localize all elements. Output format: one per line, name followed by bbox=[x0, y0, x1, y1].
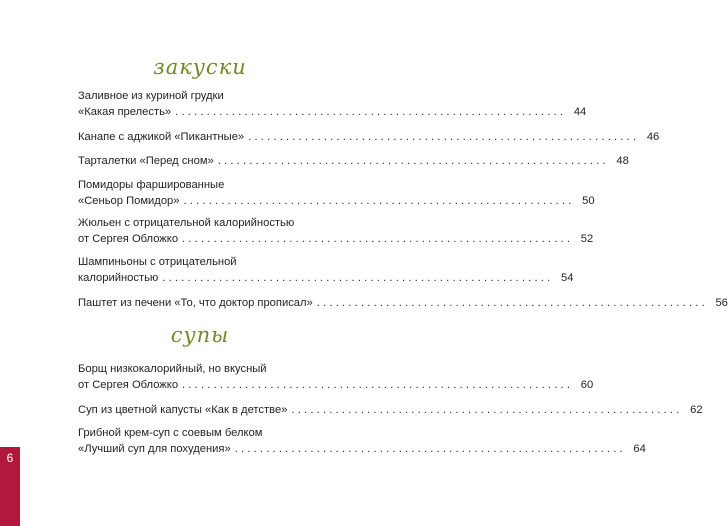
toc-entry[interactable] bbox=[78, 254, 574, 286]
entry-title-line: «Лучший суп для похудения» bbox=[78, 443, 231, 455]
toc-entry[interactable] bbox=[78, 215, 594, 247]
entry-title-line: Шампиньоны с отрицательной bbox=[78, 256, 237, 268]
entry-page-number: 46 bbox=[646, 131, 660, 143]
dot-leader: .............................................................. bbox=[316, 297, 708, 309]
dot-leader: .............................................................. bbox=[162, 272, 554, 284]
entry-title-line: Тарталетки «Перед сном» bbox=[78, 155, 214, 167]
entry-page-number: 54 bbox=[560, 272, 574, 284]
toc-entry[interactable] bbox=[78, 129, 660, 145]
entry-title-line: Жюльен с отрицательной калорийностью bbox=[78, 217, 295, 229]
entry-title-line: Суп из цветной капусты «Как в детстве» bbox=[78, 404, 288, 416]
entry-page-number: 60 bbox=[580, 379, 594, 391]
dot-leader: .............................................................. bbox=[291, 404, 683, 416]
section-title-zakuski: закуски bbox=[153, 55, 247, 79]
entry-page-number: 44 bbox=[573, 106, 587, 118]
entry-title-line: Борщ низкокалорийный, но вкусный bbox=[78, 363, 267, 375]
entry-title-line: от Сергея Обложко bbox=[78, 379, 179, 391]
page-number-tab bbox=[0, 447, 20, 526]
toc-entry[interactable] bbox=[78, 402, 703, 418]
entry-page-number: 56 bbox=[715, 297, 728, 309]
dot-leader: .............................................................. bbox=[175, 106, 567, 118]
dot-leader: .............................................................. bbox=[182, 379, 574, 391]
entry-page-number: 64 bbox=[633, 443, 646, 455]
entry-page-number: 48 bbox=[616, 155, 629, 167]
entry-page-number: 50 bbox=[582, 195, 595, 207]
toc-entry[interactable] bbox=[78, 425, 646, 457]
toc-entry[interactable] bbox=[78, 177, 595, 209]
toc-entry[interactable] bbox=[78, 153, 629, 169]
entry-title-line: «Сеньор Помидор» bbox=[78, 195, 180, 207]
dot-leader: .............................................................. bbox=[182, 233, 574, 245]
toc-entry[interactable] bbox=[78, 295, 728, 311]
page-number: 6 bbox=[6, 451, 14, 465]
entry-title-line: Помидоры фаршированные bbox=[78, 179, 225, 191]
dot-leader: .............................................................. bbox=[248, 131, 640, 143]
entry-title-line: Заливное из куриной грудки bbox=[78, 90, 224, 102]
entry-title-line: Канапе с аджикой «Пикантные» bbox=[78, 131, 245, 143]
dot-leader: .............................................................. bbox=[183, 195, 575, 207]
entry-title-line: Паштет из печени «То, что доктор прописал» bbox=[78, 297, 313, 309]
dot-leader: .............................................................. bbox=[234, 443, 626, 455]
dot-leader: .............................................................. bbox=[217, 155, 609, 167]
entry-title-line: калорийностью bbox=[78, 272, 159, 284]
toc-entry[interactable] bbox=[78, 361, 594, 393]
entry-page-number: 62 bbox=[690, 404, 703, 416]
section-title-supy: супы bbox=[170, 323, 230, 347]
entry-page-number: 52 bbox=[580, 233, 594, 245]
entry-title-line: от Сергея Обложко bbox=[78, 233, 179, 245]
entry-title-line: Грибной крем-суп с соевым белком bbox=[78, 427, 263, 439]
entry-title-line: «Какая прелесть» bbox=[78, 106, 172, 118]
toc-entry[interactable] bbox=[78, 88, 587, 120]
